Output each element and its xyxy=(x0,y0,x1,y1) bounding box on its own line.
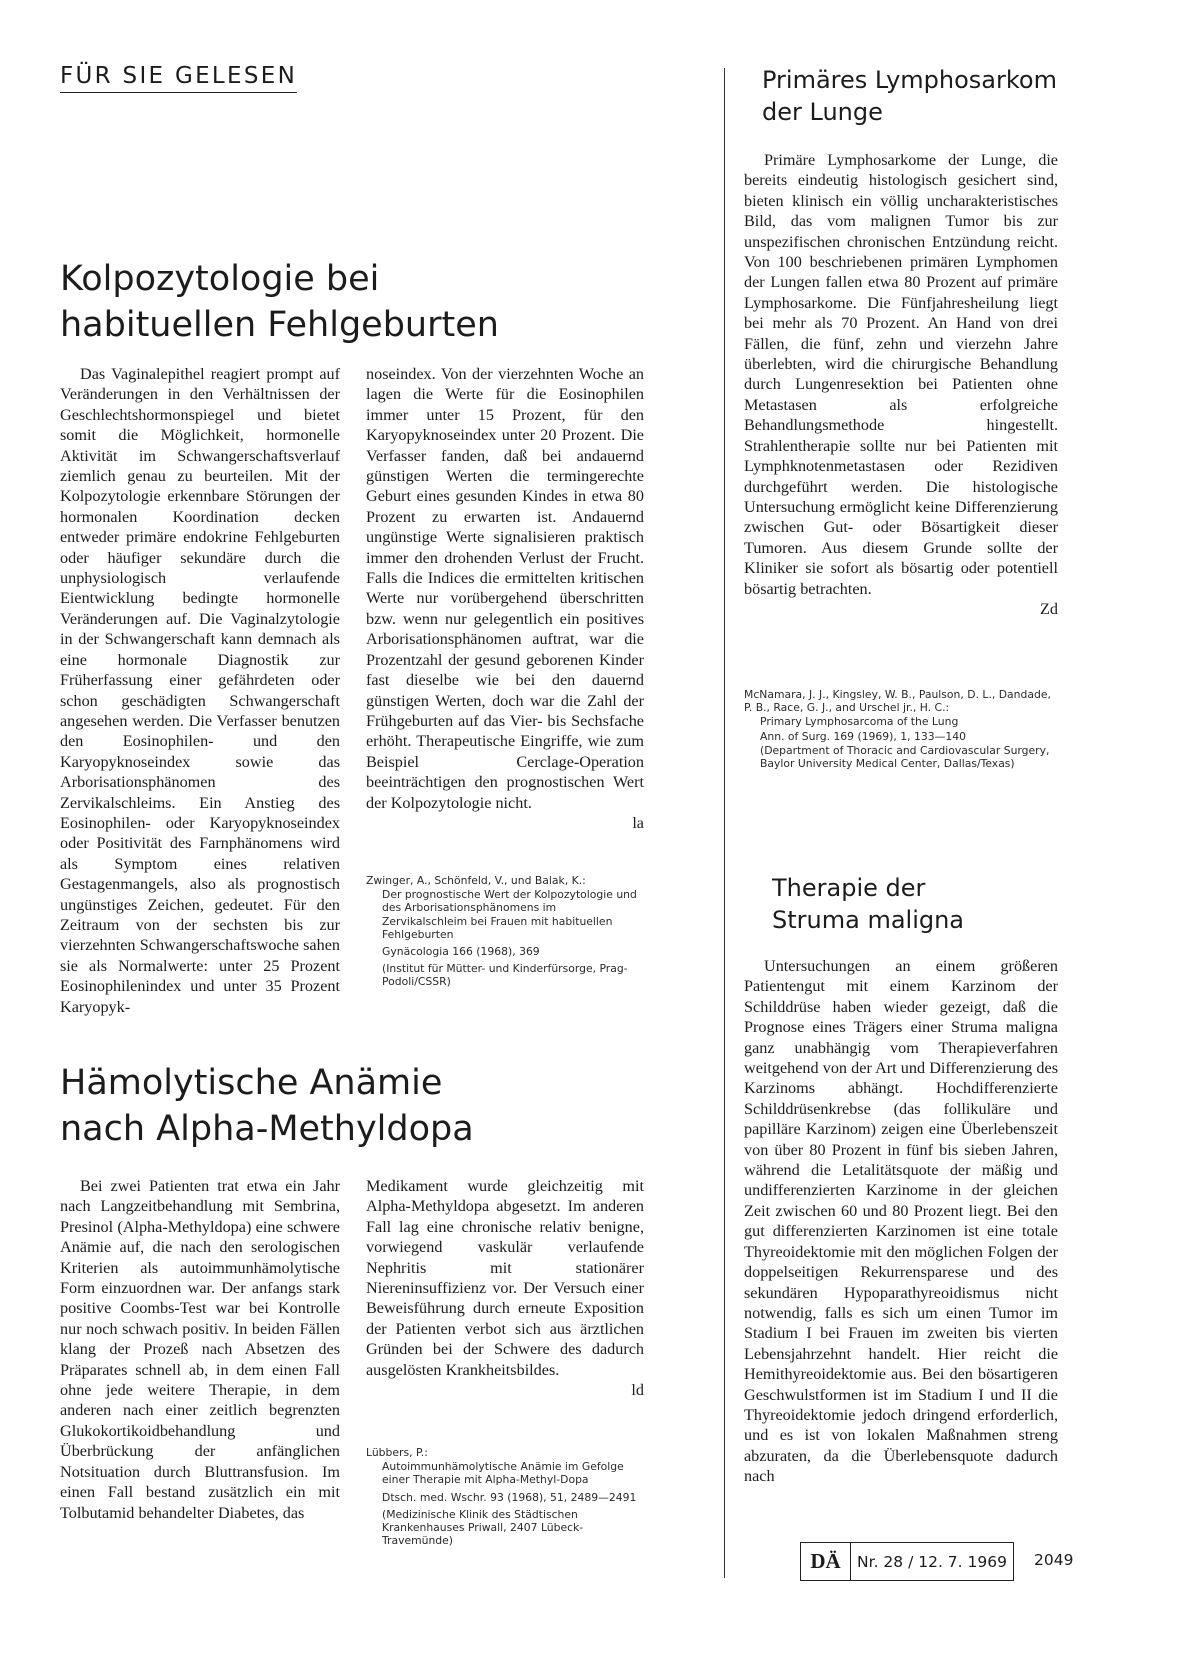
page-number: 2049 xyxy=(1034,1551,1074,1569)
article1-ref-journal: Gynäcologia 166 (1968), 369 xyxy=(382,945,540,959)
article3-column xyxy=(744,150,1058,619)
article2-signature: ld xyxy=(631,1381,644,1400)
article2-column-1 xyxy=(60,1176,340,1523)
article1-column-2 xyxy=(366,364,644,833)
article2-title-line2: nach Alpha-Methyldopa xyxy=(60,1109,474,1149)
article3-signature: Zd xyxy=(1040,599,1058,618)
article2-ref-authors: Lübbers, P.: xyxy=(366,1446,428,1459)
article1-ref-institution: (Institut für Mütter- und Kinderfürsorge, Prag-Podoli/CSSR) xyxy=(382,962,628,989)
article1-title-line2: habituellen Fehlgeburten xyxy=(60,305,499,345)
article2-text-col2: Medikament wurde gleichzeitig mit Alpha-Methyldopa abgesetzt. Im anderen Fall lag eine chronische relativ benigne, vorwiegend vaskulär verlaufende Nephritis mit stationärer Niereninsuffizienz vor. Der Versuch einer Beweisführung durch erneute Exposition der Patienten verbot sich aus ärztlichen Gründen bei der Schwere des dadurch ausgelösten Krankheitsbildes. xyxy=(366,1177,644,1379)
article4-text: Untersuchungen an einem größeren Patientengut mit einem Karzinom der Schilddrüse haben wieder gezeigt, daß die Prognose eines Trägers einer Struma maligna ganz unabhängig vom Therapieverfahren weitgehend von der Art und Differenzierung des Karzinoms abhängt. Hochdifferenzierte Schilddrüsenkrebse (das follikuläre und papilläre Karzinom) zeigen eine Überlebenszeit von über 80 Prozent in fünf bis sieben Jahren, während die Letalitätsquote der mäßig und undifferenzierten Karzinome in der gleichen Zeit zwischen 60 und 80 Prozent liegt. Bei den gut differenzierten Karzinomen ist eine totale Thyreoidektomie mit den möglichen Folgen der doppelseitigen Rekurrensparese und des sekundären Hypoparathyreoidismus nicht notwendig, falls es sich um einen Tumor im Stadium I bei Frauen im zweiten bis vierten Lebensjahrzehnt handelt. Hier reicht die Hemithyreoidektomie aus. Bei den bösartigeren Geschwulstformen ist im Stadium I und II die Thyreoidektomie jedoch dringend erforderlich, und es ist von lokalen Maßnahmen streng abzuraten, da die Überlebensquote dadurch nach xyxy=(744,957,1058,1486)
article4-title-line1: Therapie der xyxy=(772,874,926,902)
article2-column-2 xyxy=(366,1176,644,1400)
article2-title xyxy=(60,1060,474,1152)
journal-logo: DÄ xyxy=(801,1543,851,1580)
article4-title xyxy=(772,872,964,936)
article1-text-col2: noseindex. Von der vierzehnten Woche an lagen die Werte für die Eosinophilen immer unter 15 Prozent, für den Karyopyknoseindex unter 20 Prozent. Die Verfasser fanden, daß bei andauernd günstigen Werten die termingerechte Geburt eines gesunden Kindes in etwa 80 Prozent zu erwarten ist. Andauernd ungünstige Werte signalisieren praktisch immer den drohenden Verlust der Frucht. Falls die Indices die ermittelten kritischen Werte nur vorübergehend überschritten bzw. wenn nur gelegentlich ein positives Arborisationsphänomen auftrat, war die Prozentzahl der gesund geborenen Kinder fast dieselbe wie bei den dauernd günstigen Werten, doch war die Zahl der Frühgeburten auf das Vier- bis Sechsfache erhöht. Therapeutische Eingriffe, wie zum Beispiel Cerclage-Operation beeinträchtigen den prognostischen Wert der Kolpozytologie nicht. xyxy=(366,365,644,812)
issue-info: Nr. 28 / 12. 7. 1969 xyxy=(857,1552,1007,1571)
article3-text: Primäre Lymphosarkome der Lunge, die bereits eindeutig histologisch gesichert sind, bieten klinisch ein völlig uncharakteristisches Bild, das vom malignen Tumor bis zur unspezifischen chronischen Entzündung reicht. Von 100 beschriebenen primären Lymphomen der Lungen fallen etwa 80 Prozent auf primäre Lymphosarkome. Die Fünfjahresheilung liegt bei mehr als 70 Prozent. An Hand von drei Fällen, die fünf, zehn und vierzehn Jahre überlebten, wird die chirurgische Behandlung durch Lungenresektion bei Patienten ohne Metastasen als erfolgreiche Behandlungsmethode hingestellt. Strahlentherapie sollte nur bei Patienten mit Lymphknotenmetastasen oder Rezidiven durchgeführt werden. Die histologische Untersuchung ermöglicht keine Differenzierung zwischen Gut- oder Bösartigkeit dieser Tumoren. Aus diesem Grunde sollte der Kliniker sie sofort als bösartig oder potentiell bösartig betrachten. xyxy=(744,151,1058,598)
article1-title-line1: Kolpozytologie bei xyxy=(60,259,380,299)
article2-ref-journal: Dtsch. med. Wschr. 93 (1968), 51, 2489—2491 xyxy=(382,1490,637,1504)
article3-ref-authors: McNamara, J. J., Kingsley, W. B., Paulson, D. L., Dandade, P. B., Race, G. J., and Urschel jr., H. C.: xyxy=(744,688,1051,715)
article1-text-col1: Das Vaginalepithel reagiert prompt auf Veränderungen in den Verhältnissen der Geschlechtshormonspiegel und bietet somit die Möglichkeit, hormonelle Aktivität im Schwangerschaftsverlauf ziemlich genau zu beurteilen. Mit der Kolpozytologie erkennbare Störungen der hormonalen Koordination decken entweder primäre endokrine Fehlgeburten oder häufiger sekundäre durch die unphysiologisch verlaufende Eientwicklung bedingte hormonelle Veränderungen auf. Die Vaginalzytologie in der Schwangerschaft kann demnach als eine hormonale Diagnostik zur Früherfassung einer gefährdeten oder schon geschädigten Schwangerschaft angesehen werden. Die Verfasser benutzen den Eosinophilen- und den Karyopyknoseindex sowie das Arborisationsphänomen des Zervikalschleims. Ein Anstieg des Eosinophilen- oder Karyopyknoseindex oder Positivität des Farnphänomens wird als Symptom eines relativen Gestagenmangels, also als prognostisch ungünstiges Zeichen, gedeutet. Für den Zeitraum von der sechsten bis zur vierzehnten Schwangerschaftswoche sahen sie als Normalwerte: unter 25 Prozent Eosinophilenindex und unter 35 Prozent Karyopyk- xyxy=(60,365,340,1016)
article4-column xyxy=(744,956,1058,1487)
article2-title-line1: Hämolytische Anämie xyxy=(60,1063,443,1103)
article2-reference xyxy=(366,1446,644,1547)
column-divider xyxy=(724,68,725,1578)
article3-title xyxy=(762,64,1057,128)
article3-title-line2: der Lunge xyxy=(762,98,883,126)
article3-reference xyxy=(744,688,1058,770)
article2-ref-institution: (Medizinische Klinik des Städtischen Krankenhauses Priwall, 2407 Lübeck-Travemünde) xyxy=(382,1507,584,1548)
section-heading: FÜR SIE GELESEN xyxy=(60,64,297,93)
article3-title-line1: Primäres Lymphosarkom xyxy=(762,66,1057,94)
article1-title xyxy=(60,256,499,348)
article1-column-1 xyxy=(60,364,340,1017)
article1-signature: la xyxy=(632,813,644,832)
article2-text-col1: Bei zwei Patienten trat etwa ein Jahr nach Langzeitbehandlung mit Sembrina, Presinol (Alpha-Methyldopa) eine schwere Anämie auf, die nach den serologischen Kriterien als autoimmunhämolytische Form einzuordnen war. Der anfangs stark positive Coombs-Test war bei Kontrolle nur noch schwach positiv. In beiden Fällen klang der Prozeß nach Absetzen des Präparates schnell ab, in dem einen Fall ohne jede weitere Therapie, in dem anderen nach einer zeitlich begrenzten Glukokortikoidbehandlung und Überbrückung der anfänglichen Notsituation durch Bluttransfusion. Im einen Fall bestand zusätzlich ein mit Tolbutamid behandelter Diabetes, das xyxy=(60,1177,340,1522)
article4-title-line2: Struma maligna xyxy=(772,906,965,934)
article1-ref-authors: Zwinger, A., Schönfeld, V., und Balak, K.: xyxy=(366,874,586,887)
article3-ref-journal: Ann. of Surg. 169 (1969), 1, 133—140 xyxy=(760,729,966,743)
article2-ref-title: Autoimmunhämolytische Anämie im Gefolge einer Therapie mit Alpha-Methyl-Dopa xyxy=(382,1460,624,1487)
article1-reference xyxy=(366,874,644,989)
article1-ref-title: Der prognostische Wert der Kolpozytologie und des Arborisationsphänomens im Zervikalschleim bei Frauen mit habituellen Fehlgeburten xyxy=(382,888,637,941)
footer-issue-box xyxy=(800,1542,1014,1581)
article3-ref-title: Primary Lymphosarcoma of the Lung xyxy=(760,715,959,729)
article3-ref-institution: (Department of Thoracic and Cardiovascular Surgery, Baylor University Medical Center, Dallas/Texas) xyxy=(760,743,1050,771)
